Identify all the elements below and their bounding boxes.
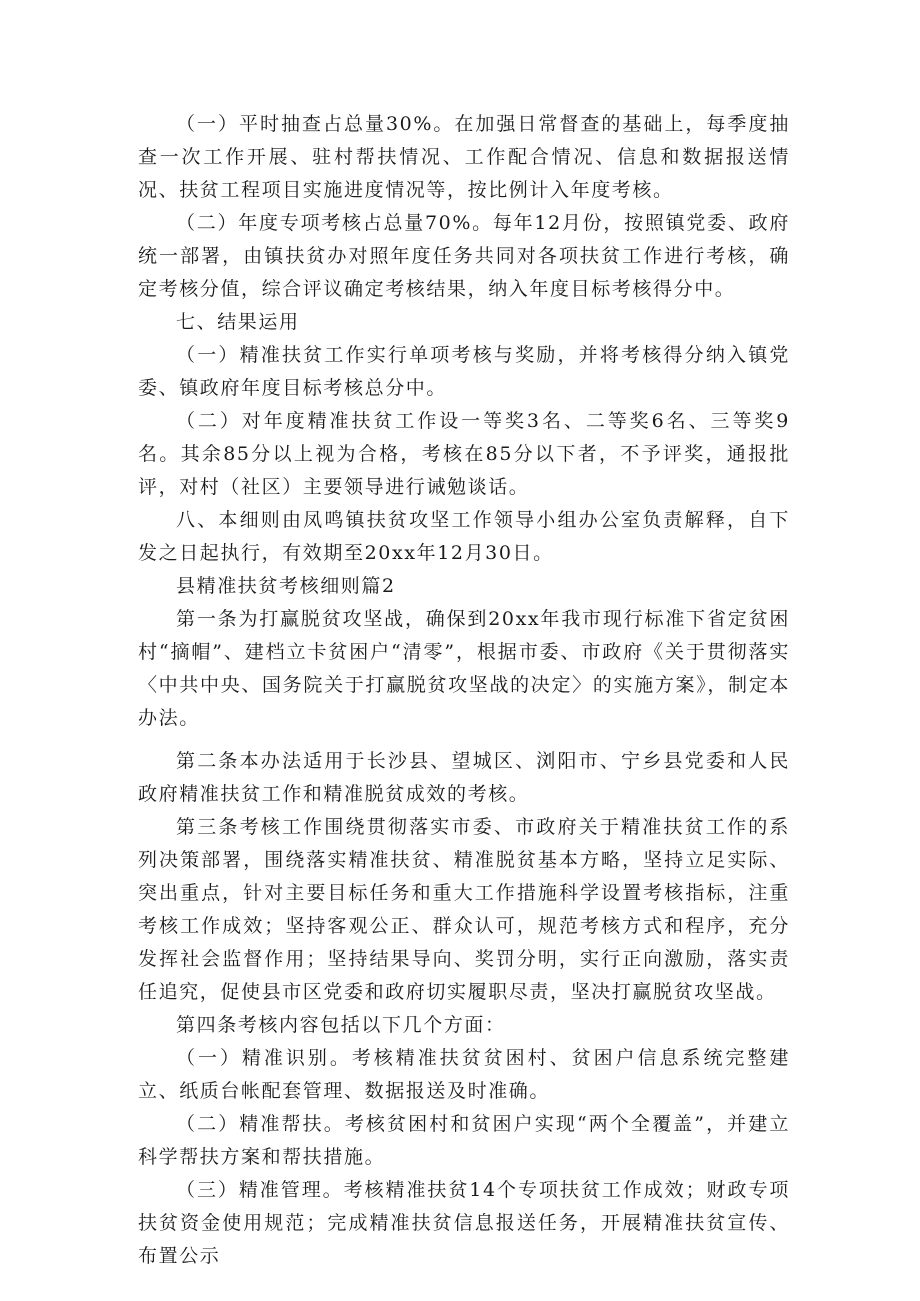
paragraph-3: （一）精准扶贫工作实行单项考核与奖励，并将考核得分纳入镇党委、镇政府年度目标考核总分中。 bbox=[138, 344, 790, 399]
paragraph-2: （二）年度专项考核占总量70%。每年12月份，按照镇党委、政府统一部署，由镇扶贫办对照年度任务共同对各项扶贫工作进行考核，确定考核分值，综合评议确定考核结果，纳入年度目标考核得分中。 bbox=[138, 212, 790, 300]
paragraph-5: 八、本细则由凤鸣镇扶贫攻坚工作领导小组办公室负责解释，自下发之日起执行，有效期至20xx年12月30日。 bbox=[138, 509, 790, 564]
article-1: 第一条为打赢脱贫攻坚战，确保到20xx年我市现行标准下省定贫困村“摘帽”、建档立卡贫困户“清零”，根据市委、市政府《关于贯彻落实〈中共中央、国务院关于打赢脱贫攻坚战的决定〉的实施方案》，制定本办法。 bbox=[138, 608, 790, 729]
article-4: 第四条考核内容包括以下几个方面： bbox=[176, 1014, 506, 1036]
item-1: （一）精准识别。考核精准扶贫贫困村、贫困户信息系统完整建立、纸质台帐配套管理、数据报送及时准确。 bbox=[138, 1047, 790, 1102]
document-body bbox=[138, 108, 790, 1273]
item-2: （二）精准帮扶。考核贫困村和贫困户实现“两个全覆盖”，并建立科学帮扶方案和帮扶措施。 bbox=[138, 1113, 790, 1168]
article-title-2: 县精准扶贫考核细则篇2 bbox=[176, 575, 396, 597]
paragraph-1: （一）平时抽查占总量30%。在加强日常督查的基础上，每季度抽查一次工作开展、驻村帮扶情况、工作配合情况、信息和数据报送情况、扶贫工程项目实施进度情况等，按比例计入年度考核。 bbox=[138, 113, 790, 201]
item-3: （三）精准管理。考核精准扶贫14个专项扶贫工作成效；财政专项扶贫资金使用规范；完成精准扶贫信息报送任务，开展精准扶贫宣传、布置公示 bbox=[138, 1179, 790, 1267]
section-heading-7: 七、结果运用 bbox=[176, 311, 300, 333]
article-3: 第三条考核工作围绕贯彻落实市委、市政府关于精准扶贫工作的系列决策部署，围绕落实精准扶贫、精准脱贫基本方略，坚持立足实际、突出重点，针对主要目标任务和重大工作措施科学设置考核指标，注重考核工作成效；坚持客观公正、群众认可，规范考核方式和程序，充分发挥社会监督作用；坚持结果导向、奖罚分明，实行正向激励，落实责任追究，促使县市区党委和政府切实履职尽责，坚决打赢脱贫攻坚战。 bbox=[138, 816, 790, 1003]
paragraph-4: （二）对年度精准扶贫工作设一等奖3名、二等奖6名、三等奖9名。其余85分以上视为合格，考核在85分以下者，不予评奖，通报批评，对村（社区）主要领导进行诫勉谈话。 bbox=[138, 410, 790, 498]
article-2: 第二条本办法适用于长沙县、望城区、浏阳市、宁乡县党委和人民政府精准扶贫工作和精准脱贫成效的考核。 bbox=[138, 750, 790, 805]
